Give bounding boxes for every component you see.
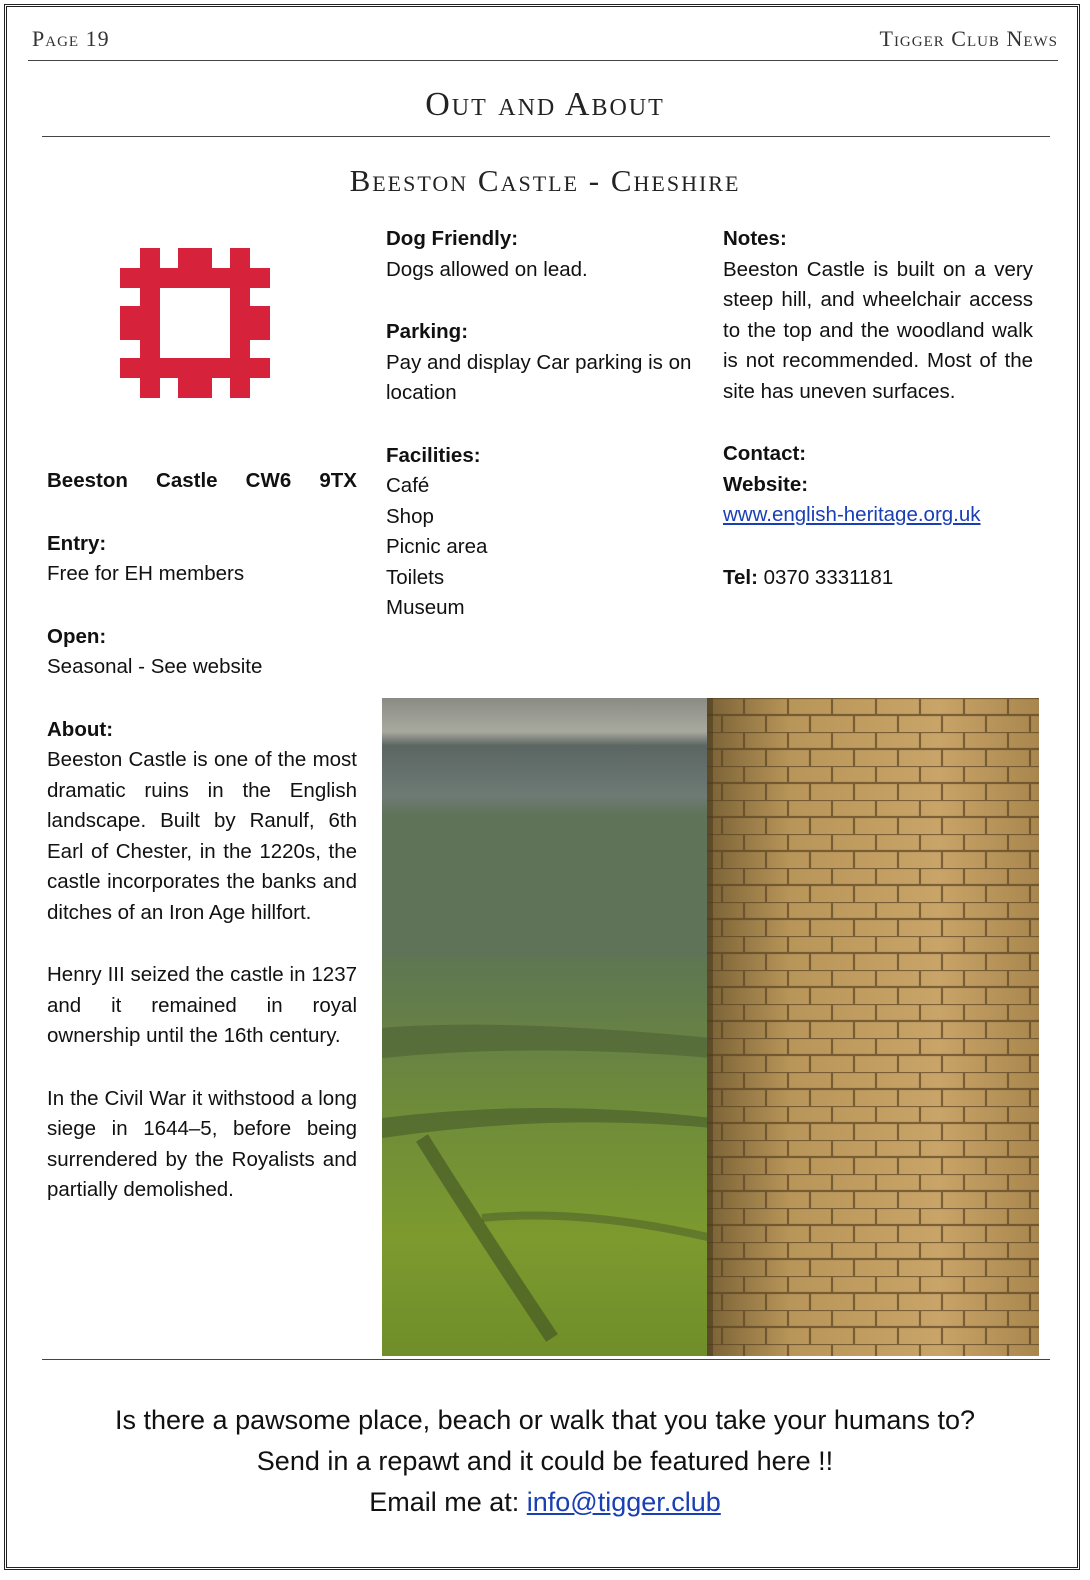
- footer-call-to-action: [0, 1400, 1090, 1523]
- website-link[interactable]: www.english-heritage.org.uk: [723, 503, 981, 526]
- english-heritage-logo-icon: [120, 248, 270, 398]
- middle-column: [386, 224, 698, 624]
- parking-value: Pay and display Car parking is on location: [386, 350, 692, 404]
- page-number: Page 19: [32, 26, 110, 51]
- address: Beeston Castle CW6 9TX: [47, 469, 357, 492]
- parking-label: Parking:: [386, 320, 469, 343]
- place-title: Beeston Castle - Cheshire: [349, 163, 741, 198]
- tel-label: Tel:: [723, 565, 758, 589]
- facility-item: Café: [386, 474, 430, 497]
- notes-label: Notes:: [723, 227, 787, 250]
- footer-divider: [42, 1359, 1050, 1360]
- about-paragraph-1: Beeston Castle is one of the most dramatic ruins in the English landscape. Built by Ranulf, 6th Earl of Chester, in the 1220s, the castle incorporates the banks and ditches of an Iron Age hillfort.: [47, 748, 357, 924]
- about-paragraph-2: Henry III seized the castle in 1237 and it remained in royal ownership until the 16th century.: [47, 963, 357, 1047]
- notes-value: Beeston Castle is built on a very steep hill, and wheelchair access to the top and the woodland walk is not recommended. Most of the site has uneven surfaces.: [723, 257, 1033, 403]
- website-label: Website:: [723, 472, 809, 496]
- footer-line-2: Send in a repawt and it could be featured here !!: [256, 1446, 834, 1476]
- facility-item: Museum: [386, 596, 465, 619]
- facility-item: Toilets: [386, 565, 445, 589]
- right-column: [723, 224, 1033, 593]
- header-divider: [28, 60, 1058, 61]
- dog-friendly-label: Dog Friendly:: [386, 227, 519, 250]
- about-paragraph-3: In the Civil War it withstood a long siege in 1644–5, before being surrendered by the Royalists and partially demolished.: [47, 1086, 357, 1201]
- facility-item: Picnic area: [386, 535, 488, 558]
- about-label: About:: [47, 717, 114, 741]
- facility-item: Shop: [386, 504, 434, 528]
- section-divider: [42, 136, 1050, 137]
- footer-line-3: Email me at: info@tigger.club: [369, 1487, 721, 1517]
- telephone: [723, 563, 1033, 594]
- facilities-label: Facilities:: [386, 443, 481, 467]
- email-link[interactable]: info@tigger.club: [526, 1487, 721, 1517]
- left-column: [47, 466, 357, 1206]
- tel-value: 0370 3331181: [757, 565, 894, 589]
- entry-value: Free for EH members: [47, 562, 245, 585]
- castle-photo: [382, 698, 1039, 1356]
- section-title: Out and About: [425, 86, 665, 123]
- contact-label: Contact:: [723, 442, 807, 465]
- publication-name: Tigger Club News: [879, 26, 1058, 51]
- footer-line-1: Is there a pawsome place, beach or walk that you take your humans to?: [115, 1405, 975, 1435]
- open-value: Seasonal - See website: [47, 655, 263, 678]
- open-label: Open:: [47, 624, 107, 648]
- entry-label: Entry:: [47, 531, 107, 555]
- dog-friendly-value: Dogs allowed on lead.: [386, 257, 588, 281]
